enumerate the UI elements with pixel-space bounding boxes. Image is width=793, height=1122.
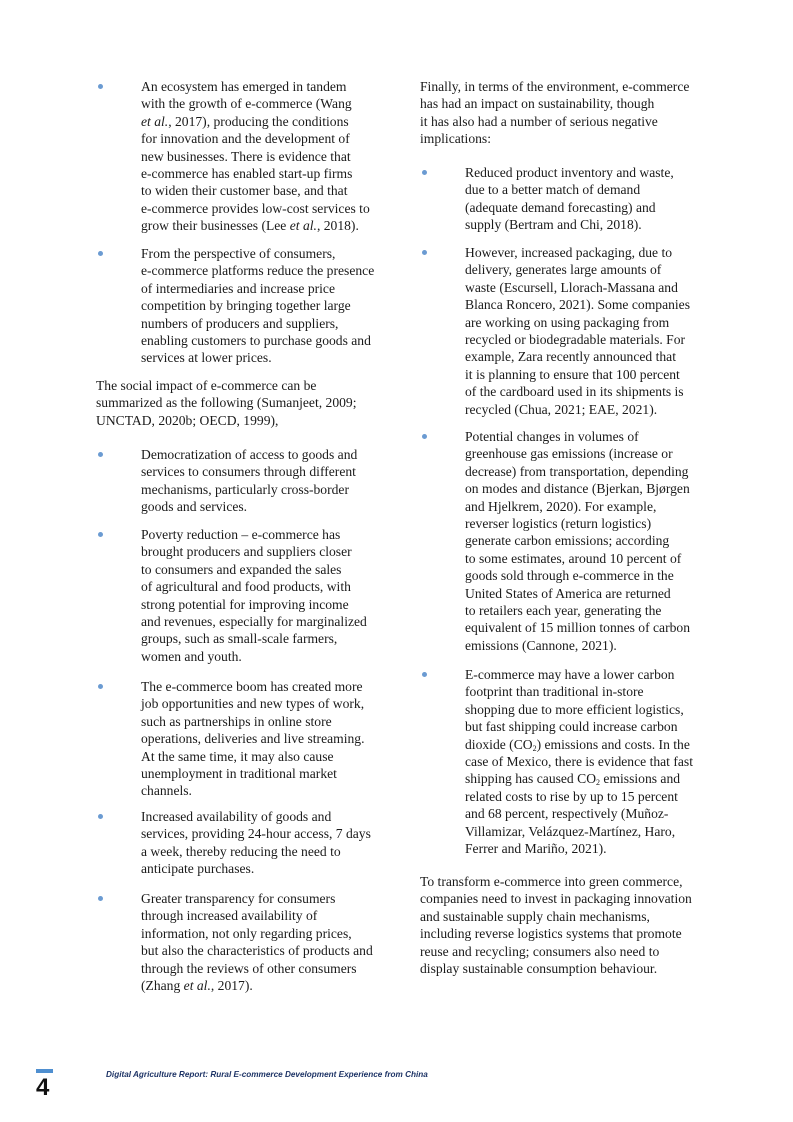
bullet-item	[96, 678, 364, 800]
text-line: The social impact of e-commerce can be	[96, 378, 317, 393]
italic-text: et al.	[183, 978, 211, 994]
bullet-item	[96, 890, 373, 994]
text-line	[465, 736, 693, 753]
text-line: Greater transparency for consumers	[141, 891, 336, 906]
text-line: United States of America are returned	[465, 585, 671, 601]
text-line: Villamizar, Velázquez-Martínez, Haro,	[465, 823, 676, 839]
bullet-dot-icon	[422, 170, 427, 175]
text-line: implications:	[420, 131, 491, 147]
text-line: and Hjelkrem, 2020). For example,	[465, 498, 657, 514]
text-line: but fast shipping could increase carbon	[465, 719, 678, 735]
bullet-item	[96, 245, 374, 367]
page-number: 4	[36, 1074, 50, 1101]
text-line	[141, 217, 370, 234]
bullet-dot-icon	[98, 84, 103, 89]
bullet-item	[420, 428, 690, 654]
text-segment: , 2017), producing the conditions	[168, 113, 349, 129]
text-line: companies need to invest in packaging innovation	[420, 891, 692, 907]
text-line: to retailers each year, generating the	[465, 603, 662, 619]
text-line: job opportunities and new types of work,	[141, 696, 365, 712]
bullet-dot-icon	[98, 251, 103, 256]
text-line: footprint than traditional in-store	[465, 684, 644, 700]
text-line: related costs to rise by up to 15 percent	[465, 788, 678, 804]
text-line: Reduced product inventory and waste,	[465, 165, 674, 180]
text-line: operations, deliveries and live streaming.	[141, 731, 365, 747]
bullet-dot-icon	[98, 532, 103, 537]
bullet-item	[96, 808, 371, 878]
text-segment: emissions and	[600, 771, 681, 787]
text-line: Finally, in terms of the environment, e-commerce	[420, 79, 690, 94]
text-line: recycled (Chua, 2021; EAE, 2021).	[465, 401, 658, 417]
text-line: groups, such as small-scale farmers,	[141, 631, 338, 647]
text-line: Democratization of access to goods and	[141, 447, 358, 462]
text-line: a week, thereby reducing the need to	[141, 843, 341, 859]
subscript: 2	[532, 743, 537, 753]
text-line: competition by bringing together large	[141, 298, 351, 314]
text-line: on modes and distance (Bjerkan, Bjørgen	[465, 481, 690, 497]
text-line	[465, 770, 693, 787]
text-line: through the reviews of other consumers	[141, 960, 357, 976]
text-line: display sustainable consumption behaviour.	[420, 961, 658, 977]
text-line: Ferrer and Mariño, 2021).	[465, 841, 607, 857]
text-line: example, Zara recently announced that	[465, 349, 676, 365]
text-line: generate carbon emissions; according	[465, 533, 670, 549]
text-segment: grow their businesses (Lee	[141, 218, 290, 234]
text-line: From the perspective of consumers,	[141, 246, 336, 261]
bullet-dot-icon	[422, 250, 427, 255]
text-line: Increased availability of goods and	[141, 809, 332, 824]
text-line: information, not only regarding prices,	[141, 925, 352, 941]
text-line: services, providing 24-hour access, 7 days	[141, 826, 371, 842]
bullet-item	[96, 78, 370, 235]
footer-accent-bar	[36, 1069, 53, 1073]
text-segment: ) emissions and costs. In the	[536, 736, 690, 752]
text-line: brought producers and suppliers closer	[141, 544, 352, 560]
text-line: An ecosystem has emerged in tandem	[141, 79, 347, 94]
bullet-item	[420, 666, 693, 857]
text-line: summarized as the following (Sumanjeet, 2009;	[96, 395, 357, 411]
text-line: including reverse logistics systems that promote	[420, 926, 682, 942]
text-line	[141, 113, 370, 130]
text-line: services to consumers through different	[141, 464, 356, 480]
text-line: new businesses. There is evidence that	[141, 148, 351, 164]
text-line: to widen their customer base, and that	[141, 183, 348, 199]
text-line: UNCTAD, 2020b; OECD, 1999),	[96, 412, 279, 428]
text-line: and revenues, especially for marginalized	[141, 614, 367, 630]
text-line: with the growth of e-commerce (Wang	[141, 96, 352, 112]
text-line: unemployment in traditional market	[141, 766, 337, 782]
paragraph	[420, 873, 692, 977]
text-line: delivery, generates large amounts of	[465, 262, 662, 278]
text-line: Poverty reduction – e-commerce has	[141, 527, 341, 542]
text-line: goods and services.	[141, 499, 248, 515]
text-segment: , 2017).	[210, 978, 253, 994]
bullet-dot-icon	[422, 434, 427, 439]
paragraph	[96, 377, 357, 429]
bullet-item	[96, 446, 357, 516]
text-line: The e-commerce boom has created more	[141, 679, 363, 694]
text-line: but also the characteristics of products and	[141, 943, 373, 959]
text-line: recycled or biodegradable materials. For	[465, 332, 686, 348]
text-line: anticipate purchases.	[141, 861, 255, 877]
text-line: shopping due to more efficient logistics,	[465, 701, 684, 717]
bullet-dot-icon	[98, 896, 103, 901]
text-line: However, increased packaging, due to	[465, 245, 673, 260]
text-line: and sustainable supply chain mechanisms,	[420, 908, 650, 924]
text-line: of the cardboard used in its shipments is	[465, 384, 684, 400]
text-line: Blanca Roncero, 2021). Some companies	[465, 297, 690, 313]
italic-text: et al.	[289, 218, 317, 234]
text-line: reuse and recycling; consumers also need to	[420, 943, 660, 959]
bullet-item	[96, 526, 367, 665]
text-line: goods sold through e-commerce in the	[465, 568, 674, 584]
bullet-item	[420, 244, 690, 418]
text-line	[141, 977, 373, 994]
text-line: are working on using packaging from	[465, 314, 670, 330]
text-line: numbers of producers and suppliers,	[141, 315, 339, 331]
text-line: of agricultural and food products, with	[141, 579, 351, 595]
text-line: of intermediaries and increase price	[141, 280, 335, 296]
footer-report-title: Digital Agriculture Report: Rural E-commerce Development Experience from China	[106, 1070, 428, 1079]
text-line: supply (Bertram and Chi, 2018).	[465, 217, 642, 233]
text-line: (adequate demand forecasting) and	[465, 199, 656, 215]
italic-text: et al.	[141, 113, 169, 129]
text-segment: dioxide (CO	[465, 736, 533, 752]
subscript: 2	[596, 778, 601, 788]
bullet-dot-icon	[98, 684, 103, 689]
text-line: Potential changes in volumes of	[465, 429, 639, 444]
paragraph	[420, 78, 689, 148]
text-line: due to a better match of demand	[465, 182, 641, 198]
text-line: to consumers and expanded the sales	[141, 561, 342, 577]
text-line: equivalent of 15 million tonnes of carbon	[465, 620, 691, 636]
text-line: case of Mexico, there is evidence that fast	[465, 754, 693, 770]
text-line: for innovation and the development of	[141, 131, 350, 147]
text-line: reverser logistics (return logistics)	[465, 516, 652, 532]
text-line: services at lower prices.	[141, 350, 272, 366]
bullet-dot-icon	[422, 672, 427, 677]
bullet-dot-icon	[98, 814, 103, 819]
text-line: E-commerce may have a lower carbon	[465, 667, 675, 682]
text-line: greenhouse gas emissions (increase or	[465, 446, 673, 462]
text-segment: shipping has caused CO	[465, 771, 597, 787]
text-segment: , 2018).	[316, 218, 359, 234]
text-line: decrease) from transportation, depending	[465, 463, 689, 479]
text-line: To transform e-commerce into green commerce,	[420, 874, 683, 889]
text-line: it is planning to ensure that 100 percent	[465, 366, 680, 382]
bullet-item	[420, 164, 674, 234]
text-line: has had an impact on sustainability, though	[420, 96, 655, 112]
text-line: and 68 percent, respectively (Muñoz-	[465, 806, 669, 822]
text-line: e-commerce has enabled start-up firms	[141, 166, 353, 182]
text-line: e-commerce platforms reduce the presence	[141, 263, 375, 279]
text-line: waste (Escursell, Llorach-Massana and	[465, 279, 678, 295]
text-line: such as partnerships in online store	[141, 713, 332, 729]
text-line: women and youth.	[141, 648, 242, 664]
text-line: At the same time, it may also cause	[141, 748, 334, 764]
text-line: channels.	[141, 783, 192, 799]
text-line: enabling customers to purchase goods and	[141, 333, 371, 349]
text-line: strong potential for improving income	[141, 596, 349, 612]
text-segment: (Zhang	[141, 978, 184, 994]
text-line: e-commerce provides low-cost services to	[141, 200, 370, 216]
text-line: to some estimates, around 10 percent of	[465, 550, 682, 566]
text-line: mechanisms, particularly cross-border	[141, 481, 349, 497]
text-line: it has also had a number of serious negative	[420, 113, 658, 129]
text-line: through increased availability of	[141, 908, 318, 924]
bullet-dot-icon	[98, 452, 103, 457]
text-line: emissions (Cannone, 2021).	[465, 637, 617, 653]
